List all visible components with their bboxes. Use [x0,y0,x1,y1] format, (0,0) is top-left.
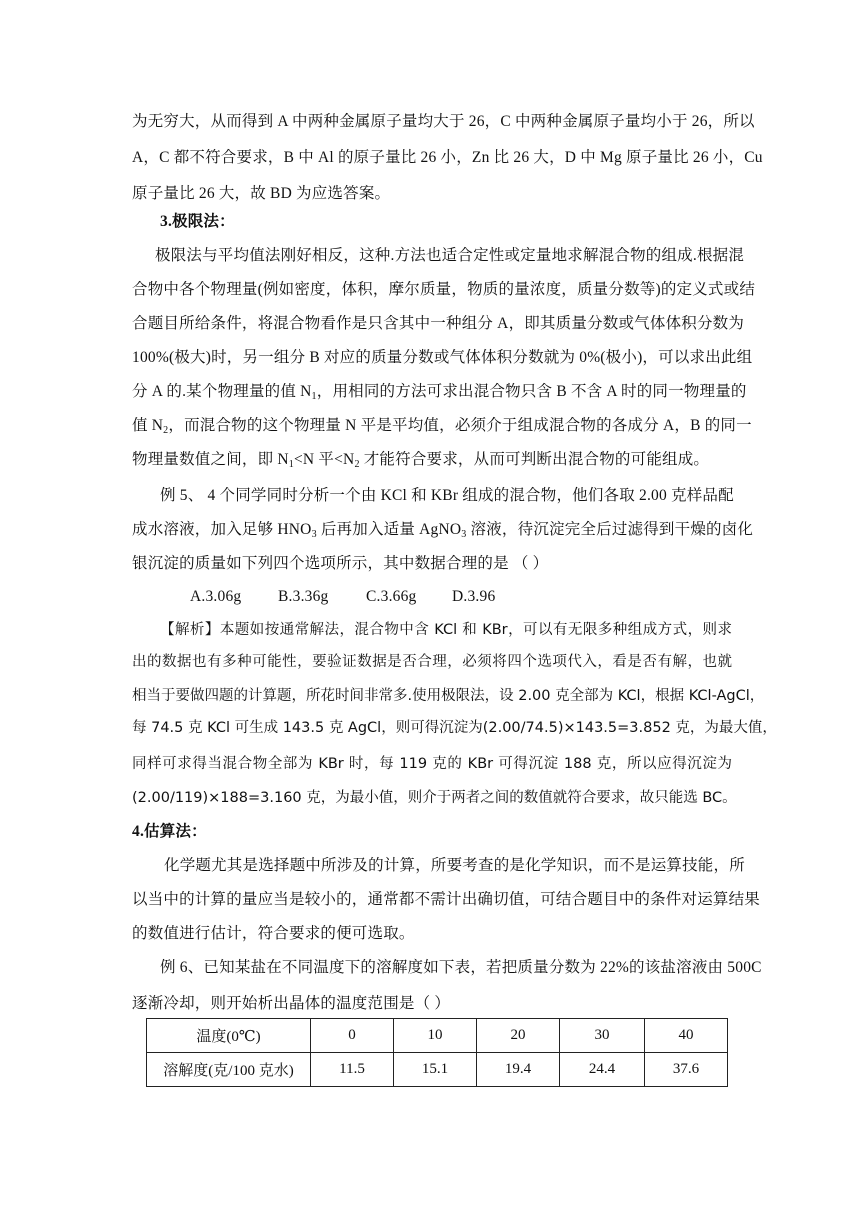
table-cell: 24.4 [560,1053,645,1087]
table-cell: 15.1 [394,1053,477,1087]
para2-line5: 分 A 的.某个物理量的值 $N_1$，用相同的方法可求出混合物只含 B 不含 A 时的同一物理量的 [132,383,747,402]
analysis-line6: (2.00/119)×188=3.160 克，为最小值，则介于两者之间的数值就符合要求，故只能选 BC。 [132,790,737,806]
option-c: C.3.66g [366,588,417,605]
table-cell: 20 [477,1019,560,1053]
para1-line3: 原子量比 26 大，故 BD 为应选答案。 [132,185,391,202]
para2-line1: 极限法与平均值法刚好相反，这种.方法也适合定性或定量地求解混合物的组成.根据混 [155,247,745,264]
table-cell: 0 [311,1019,394,1053]
table-cell: 19.4 [477,1053,560,1087]
section-4-heading: 4.估算法： [132,823,207,840]
option-b: B.3.36g [278,588,329,605]
table-cell: 11.5 [311,1053,394,1087]
analysis-line3: 相当于要做四题的计算题，所花时间非常多.使用极限法，设 2.00 克全部为 KCl，根据 KCl-AgCl， [132,688,765,704]
table-cell: 30 [560,1019,645,1053]
analysis-line5: 同样可求得当混合物全部为 KBr 时，每 119 克的 KBr 可得沉淀 188 克，所以应得沉淀为 [132,756,732,772]
table-cell: 40 [645,1019,728,1053]
table-row [147,1053,728,1087]
example5-line1: 例 5、 4 个同学同时分析一个由 KCl 和 KBr 组成的混合物，他们各取 2.00 克样品配 [160,487,734,504]
option-d: D.3.96 [452,588,496,605]
table-row [147,1019,728,1053]
para2-line2: 合物中各个物理量(例如密度，体积，摩尔质量，物质的量浓度，质量分数等)的定义式或结 [132,281,756,298]
solubility-table [146,1018,728,1087]
table-row-header-cell: 溶解度(克/100 克水) [147,1053,311,1087]
analysis-line1: 【解析】本题如按通常解法，混合物中含 KCl 和 KBr，可以有无限多种组成方式，则求 [160,622,732,638]
para3-line1: 化学题尤其是选择题中所涉及的计算，所要考查的是化学知识，而不是运算技能，所 [164,857,745,874]
table-cell: 10 [394,1019,477,1053]
para2-line7: 物理量数值之间，即 $N_1<N$ 平$<N_2$ 才能符合要求，从而可判断出混合物的可能组成。 [132,451,710,470]
example5-line2: 成水溶液，加入足够 $HNO_3$ 后再加入适量 AgNO$_3$ 溶液，待沉淀完全后过滤得到干燥的卤化 [132,521,754,540]
option-a: A.3.06g [190,588,242,605]
para2-line6: 值 $N_2$，而混合物的这个物理量 N 平是平均值，必须介于组成混合物的各成分 A，B 的同一 [132,417,752,436]
para1-line2: A，C 都不符合要求，B 中 Al 的原子量比 26 小，Zn 比 26 大，D 中 Mg 原子量比 26 小，Cu [132,149,763,166]
para2-line4: 100%(极大)时，另一组分 B 对应的质量分数或气体体积分数就为 0%(极小)，可以求出此组 [132,349,753,366]
analysis-line4: 每 74.5 克 KCl 可生成 143.5 克 AgCl，则可得沉淀为(2.00/74.5)×143.5=3.852 克，为最大值， [132,720,777,736]
example6-line2: 逐渐冷却，则开始析出晶体的温度范围是（ ） [132,995,451,1012]
example5-options [190,587,495,607]
section-3-heading: 3.极限法： [160,213,235,230]
table-row-header-cell: 温度(0℃) [147,1019,311,1053]
example6-line1: 例 6、已知某盐在不同温度下的溶解度如下表，若把质量分数为 22%的该盐溶液由 500C [160,959,762,976]
para1-line1: 为无穷大，从而得到 A 中两种金属原子量均大于 26，C 中两种金属原子量均小于 26，所以 [132,113,755,130]
para3-line2: 以当中的计算的量应当是较小的，通常都不需计出确切值，可结合题目中的条件对运算结果 [132,891,761,908]
example5-line3: 银沉淀的质量如下列四个选项所示，其中数据合理的是 （ ） [132,555,549,572]
analysis-line2: 出的数据也有多种可能性，要验证数据是否合理，必须将四个选项代入，看是否有解，也就 [132,654,732,670]
table-cell: 37.6 [645,1053,728,1087]
para3-line3: 的数值进行估计，符合要求的便可选取。 [132,925,415,942]
para2-line3: 合题目所给条件，将混合物看作是只含其中一种组分 A，即其质量分数或气体体积分数为 [132,315,745,332]
